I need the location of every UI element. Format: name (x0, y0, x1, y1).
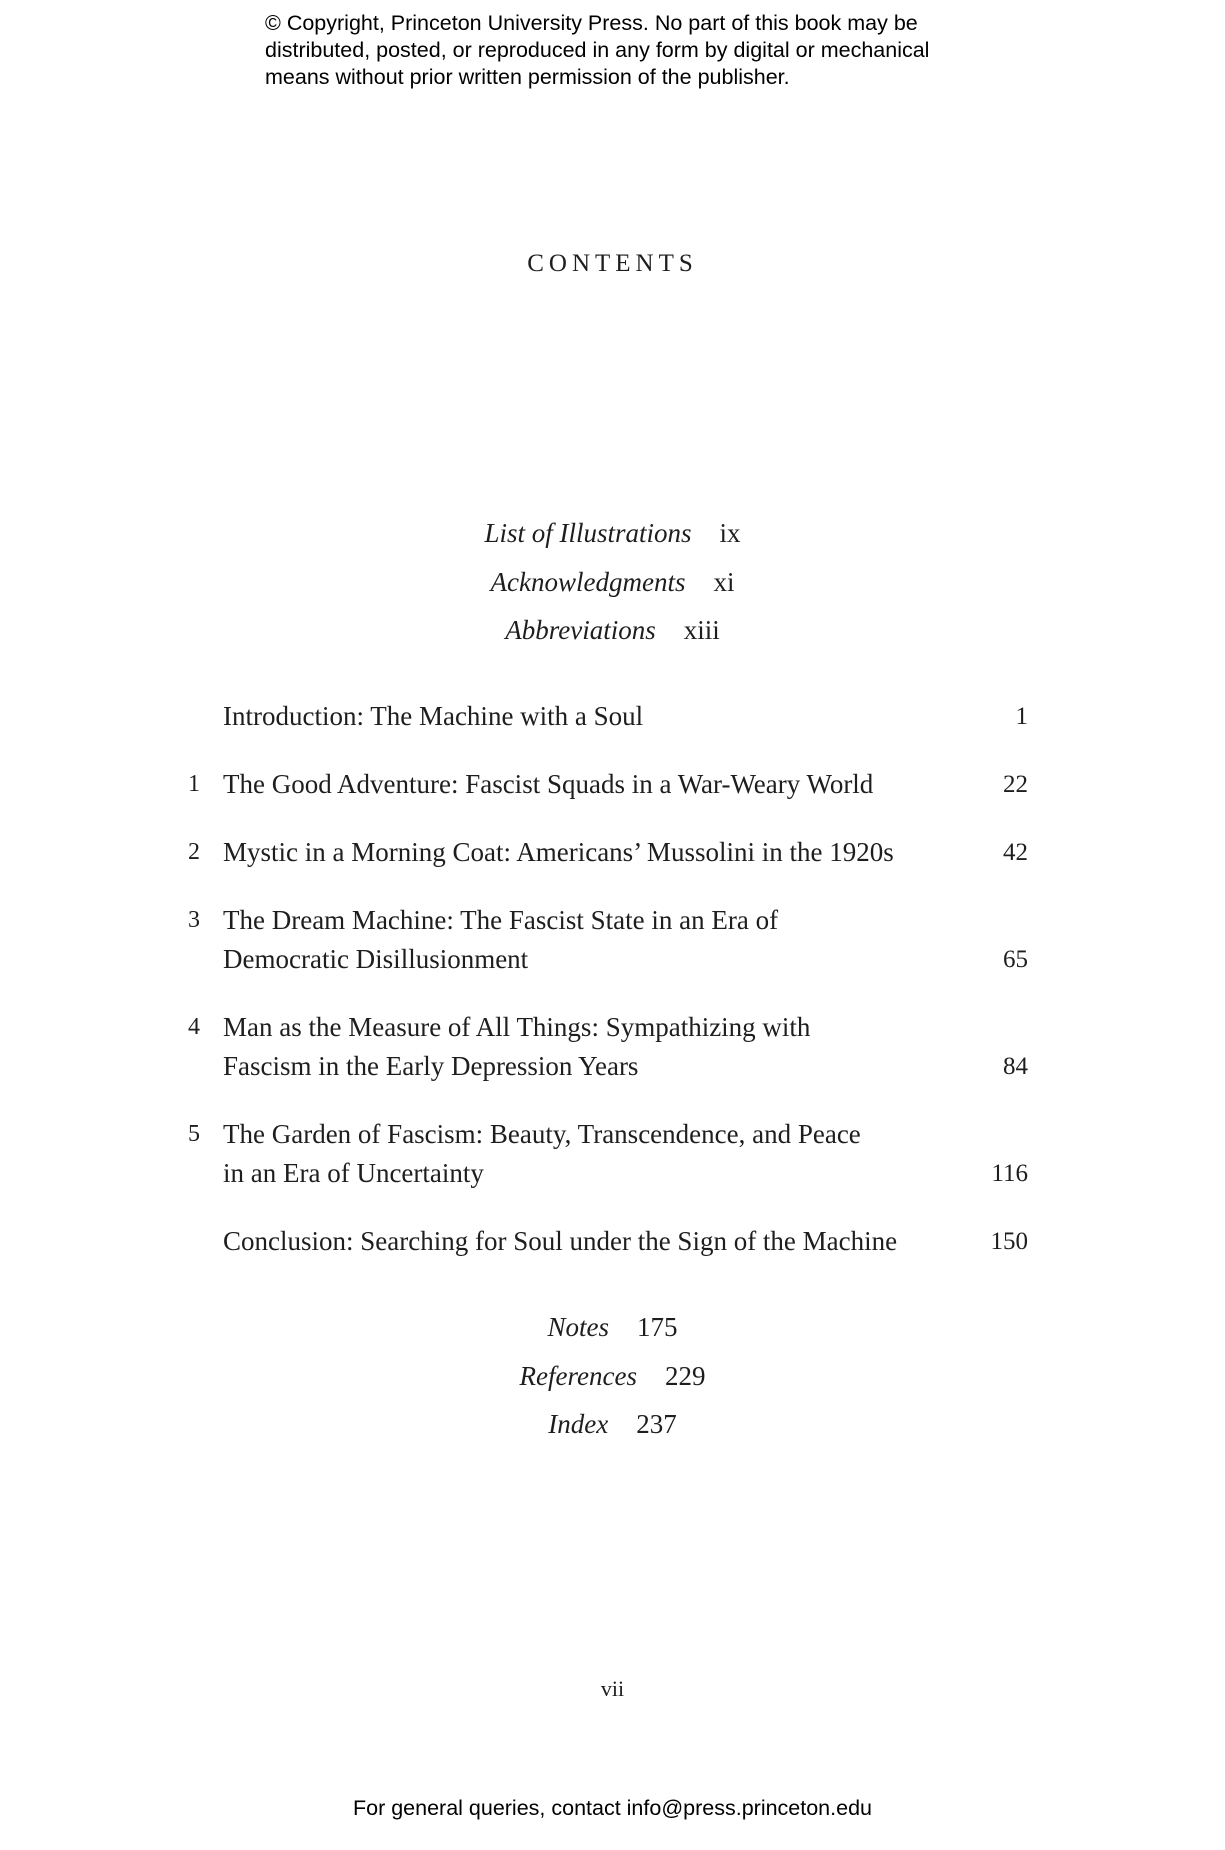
chapter-title-line: Fascism in the Early Depression Years (223, 1051, 639, 1081)
front-matter-entry (0, 567, 1225, 616)
chapter-page: 116 (991, 1160, 1028, 1187)
chapter-number: 5 (188, 1121, 200, 1147)
back-matter-entry (0, 1361, 1225, 1410)
chapter-page: 1 (1015, 703, 1028, 730)
chapter-title-line: Introduction: The Machine with a Soul (223, 701, 644, 731)
chapter-page: 84 (1003, 1053, 1028, 1080)
front-matter-entry (0, 615, 1225, 664)
entry-title: References (519, 1360, 637, 1391)
chapter-title-line: The Dream Machine: The Fascist State in an Era of (223, 905, 779, 935)
contact-footer: For general queries, contact info@press.princeton.edu (352, 1796, 872, 1820)
entry-page: 175 (637, 1312, 678, 1342)
chapter-title (223, 765, 873, 804)
entry-page: 229 (664, 1360, 706, 1391)
chapter-title (223, 1115, 861, 1193)
entry-title: Notes (547, 1312, 609, 1342)
entry-title: Acknowledgments (490, 566, 686, 597)
chapter-number: 2 (188, 839, 200, 865)
entry-title: List of Illustrations (484, 518, 692, 548)
chapter-title-line: Mystic in a Morning Coat: Americans’ Mussolini in the 1920s (223, 837, 894, 867)
chapter-title (223, 1008, 810, 1086)
entry-page: xi (713, 566, 735, 597)
chapter-number: 4 (188, 1014, 200, 1040)
chapter-page: 150 (990, 1228, 1028, 1255)
chapter-title-line: Conclusion: Searching for Soul under the Sign of the Machine (223, 1226, 898, 1256)
contents-heading: CONTENTS (527, 250, 698, 277)
front-matter-entry (0, 518, 1225, 567)
chapter-title-line: in an Era of Uncertainty (223, 1158, 484, 1188)
back-matter-entry (0, 1312, 1225, 1361)
chapter-number: 3 (188, 907, 200, 933)
page-number: vii (600, 1676, 625, 1701)
entry-title: Abbreviations (505, 615, 656, 645)
chapter-title-line: The Garden of Fascism: Beauty, Transcendence, and Peace (223, 1119, 861, 1149)
chapter-page: 22 (1003, 771, 1028, 798)
entry-page: xiii (683, 615, 720, 645)
chapter-page: 42 (1003, 839, 1028, 866)
copyright-notice (265, 10, 985, 91)
chapter-title-line: Democratic Disillusionment (223, 944, 529, 974)
chapter-title (223, 1222, 897, 1261)
back-matter-list (0, 1312, 1225, 1458)
chapter-title (223, 833, 894, 872)
chapter-title (223, 901, 778, 979)
chapter-page: 65 (1003, 946, 1028, 973)
copyright-line: means without prior written permission of the publisher. (265, 65, 790, 89)
entry-page: ix (719, 518, 741, 548)
back-matter-entry (0, 1409, 1225, 1458)
entry-page: 237 (636, 1409, 677, 1439)
chapter-number: 1 (188, 771, 200, 797)
copyright-line: © Copyright, Princeton University Press. No part of this book may be (265, 11, 918, 35)
chapter-title (223, 697, 643, 736)
entry-title: Index (548, 1409, 609, 1439)
chapter-title-line: The Good Adventure: Fascist Squads in a War-Weary World (223, 769, 874, 799)
copyright-line: distributed, posted, or reproduced in any form by digital or mechanical (265, 38, 930, 62)
front-matter-list (0, 518, 1225, 664)
chapter-title-line: Man as the Measure of All Things: Sympathizing with (223, 1012, 811, 1042)
